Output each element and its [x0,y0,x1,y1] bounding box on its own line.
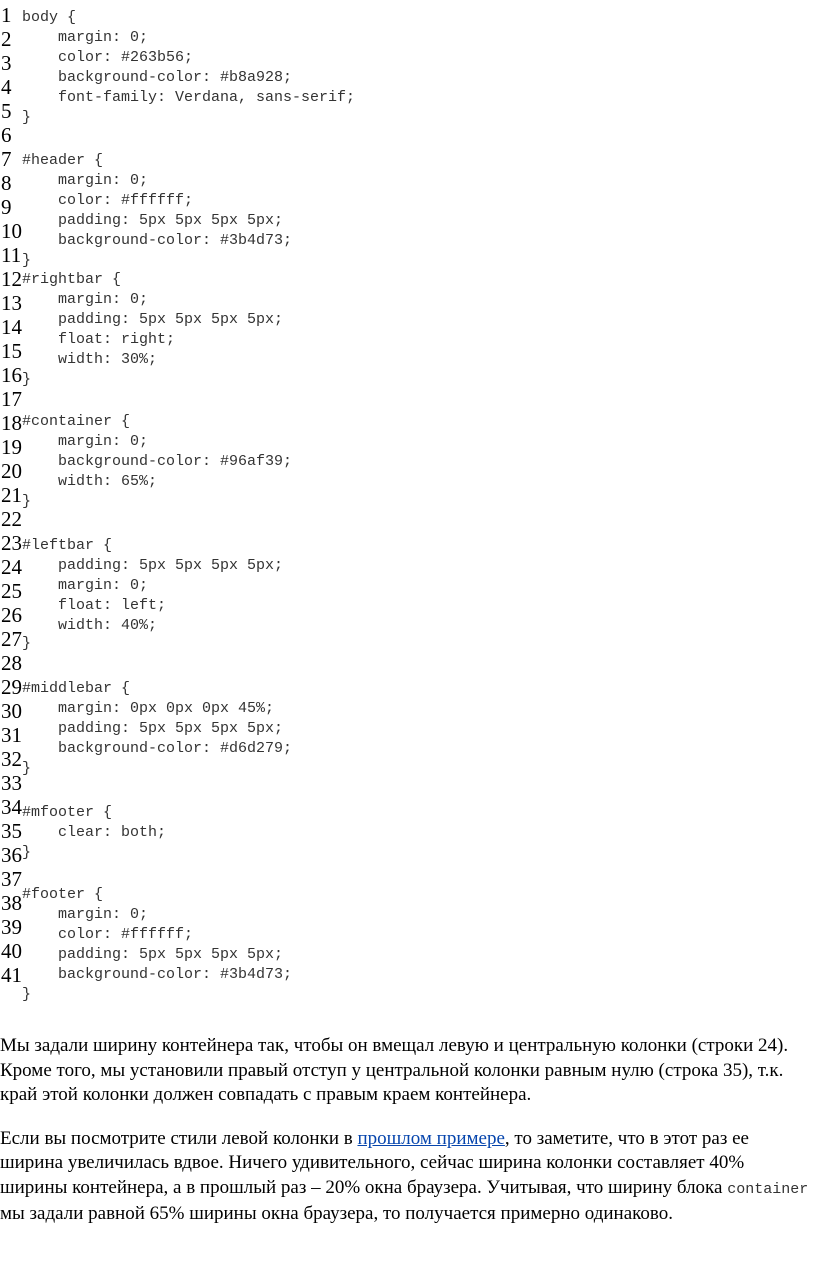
line-number: 33 [1,771,22,795]
paragraph-text: , то заметите, что в этот раз ее ширина увеличилась вдвое. Ничего удивительного, сейчас ширина колонки составляет 40% ширины контейнера, а в прошлый раз – 20% окна браузера. Учитывая, что ширину блока [0,1127,749,1198]
code-line: } [22,493,32,510]
code-line: padding: 5px 5px 5px 5px; [22,720,284,737]
code-line: color: #ffffff; [22,192,194,209]
code-line: #header { [22,152,104,169]
code-line: background-color: #b8a928; [22,69,293,86]
line-number: 41 [1,963,22,987]
code-line: } [22,371,32,388]
code-line: margin: 0; [22,172,149,189]
line-number: 4 [1,75,12,99]
line-number: 12 [1,267,22,291]
code-line: margin: 0; [22,433,149,450]
code-line: float: left; [22,597,167,614]
line-number: 31 [1,723,22,747]
line-number: 7 [1,147,12,171]
code-line: padding: 5px 5px 5px 5px; [22,311,284,328]
code-line: padding: 5px 5px 5px 5px; [22,212,284,229]
code-line: body { [22,9,77,26]
code-line: #container { [22,413,131,430]
code-line: padding: 5px 5px 5px 5px; [22,946,284,963]
code-line: } [22,252,32,269]
line-number: 14 [1,315,22,339]
line-number: 32 [1,747,22,771]
code-line: width: 65%; [22,473,158,490]
code-line: } [22,635,32,652]
line-number: 2 [1,27,12,51]
line-number: 5 [1,99,12,123]
line-number: 24 [1,555,22,579]
article-text [0,1034,812,1227]
code-line: width: 40%; [22,617,158,634]
line-number: 1 [1,3,12,27]
line-number: 40 [1,939,22,963]
previous-example-link[interactable]: прошлом примере [357,1127,505,1149]
line-number: 21 [1,483,22,507]
code-line: font-family: Verdana, sans-serif; [22,89,356,106]
code-line: margin: 0px 0px 0px 45%; [22,700,275,717]
code-line: clear: both; [22,824,167,841]
code-line: } [22,109,32,126]
code-line: padding: 5px 5px 5px 5px; [22,557,284,574]
line-number: 9 [1,195,12,219]
line-number: 27 [1,627,22,651]
line-number: 26 [1,603,22,627]
line-number: 20 [1,459,22,483]
line-number: 15 [1,339,22,363]
code-line: background-color: #3b4d73; [22,232,293,249]
line-number: 17 [1,387,22,411]
code-line: #middlebar { [22,680,131,697]
line-number: 8 [1,171,12,195]
code-line: float: right; [22,331,176,348]
paragraph-text: мы задали равной 65% ширины окна браузера, то получается примерно одинаково. [0,1203,673,1224]
line-number: 25 [1,579,22,603]
line-number: 13 [1,291,22,315]
code-line: } [22,760,32,777]
line-number: 37 [1,867,22,891]
code-line: #mfooter { [22,804,113,821]
paragraph-left-column-comparison [0,1127,812,1227]
line-number: 3 [1,51,12,75]
line-number: 23 [1,531,22,555]
code-line: margin: 0; [22,29,149,46]
code-line: } [22,844,32,861]
code-line: margin: 0; [22,291,149,308]
line-number: 36 [1,843,22,867]
line-number: 34 [1,795,22,819]
paragraph-column-widths: Мы задали ширину контейнера так, чтобы он вмещал левую и центральную колонки (строки 24). Кроме того, мы установили правый отступ у центральной колонки равным нулю (строка 35), т.к. край этой колонки должен совпадать с правым краем контейнера. [0,1035,789,1105]
line-number: 22 [1,507,22,531]
line-number: 35 [1,819,22,843]
code-line: background-color: #96af39; [22,453,293,470]
code-line: #rightbar { [22,271,122,288]
code-line: margin: 0; [22,577,149,594]
line-number: 16 [1,363,22,387]
code-line: #footer { [22,886,104,903]
code-line: margin: 0; [22,906,149,923]
line-number: 19 [1,435,22,459]
code-line: #leftbar { [22,537,113,554]
line-number: 30 [1,699,22,723]
code-line: color: #263b56; [22,49,194,66]
inline-code-container: container [727,1180,809,1198]
paragraph-text: Если вы посмотрите стили левой колонки в [0,1127,358,1149]
code-line: background-color: #d6d279; [22,740,293,757]
line-number: 28 [1,651,22,675]
line-number: 18 [1,411,22,435]
line-number: 11 [1,243,22,267]
line-number: 10 [1,219,22,243]
code-line: color: #ffffff; [22,926,194,943]
line-number: 6 [1,123,12,147]
code-line: } [22,986,32,1003]
code-line: background-color: #3b4d73; [22,966,293,983]
line-number: 29 [1,675,22,699]
line-number: 38 [1,891,22,915]
line-number: 39 [1,915,22,939]
code-line: width: 30%; [22,351,158,368]
